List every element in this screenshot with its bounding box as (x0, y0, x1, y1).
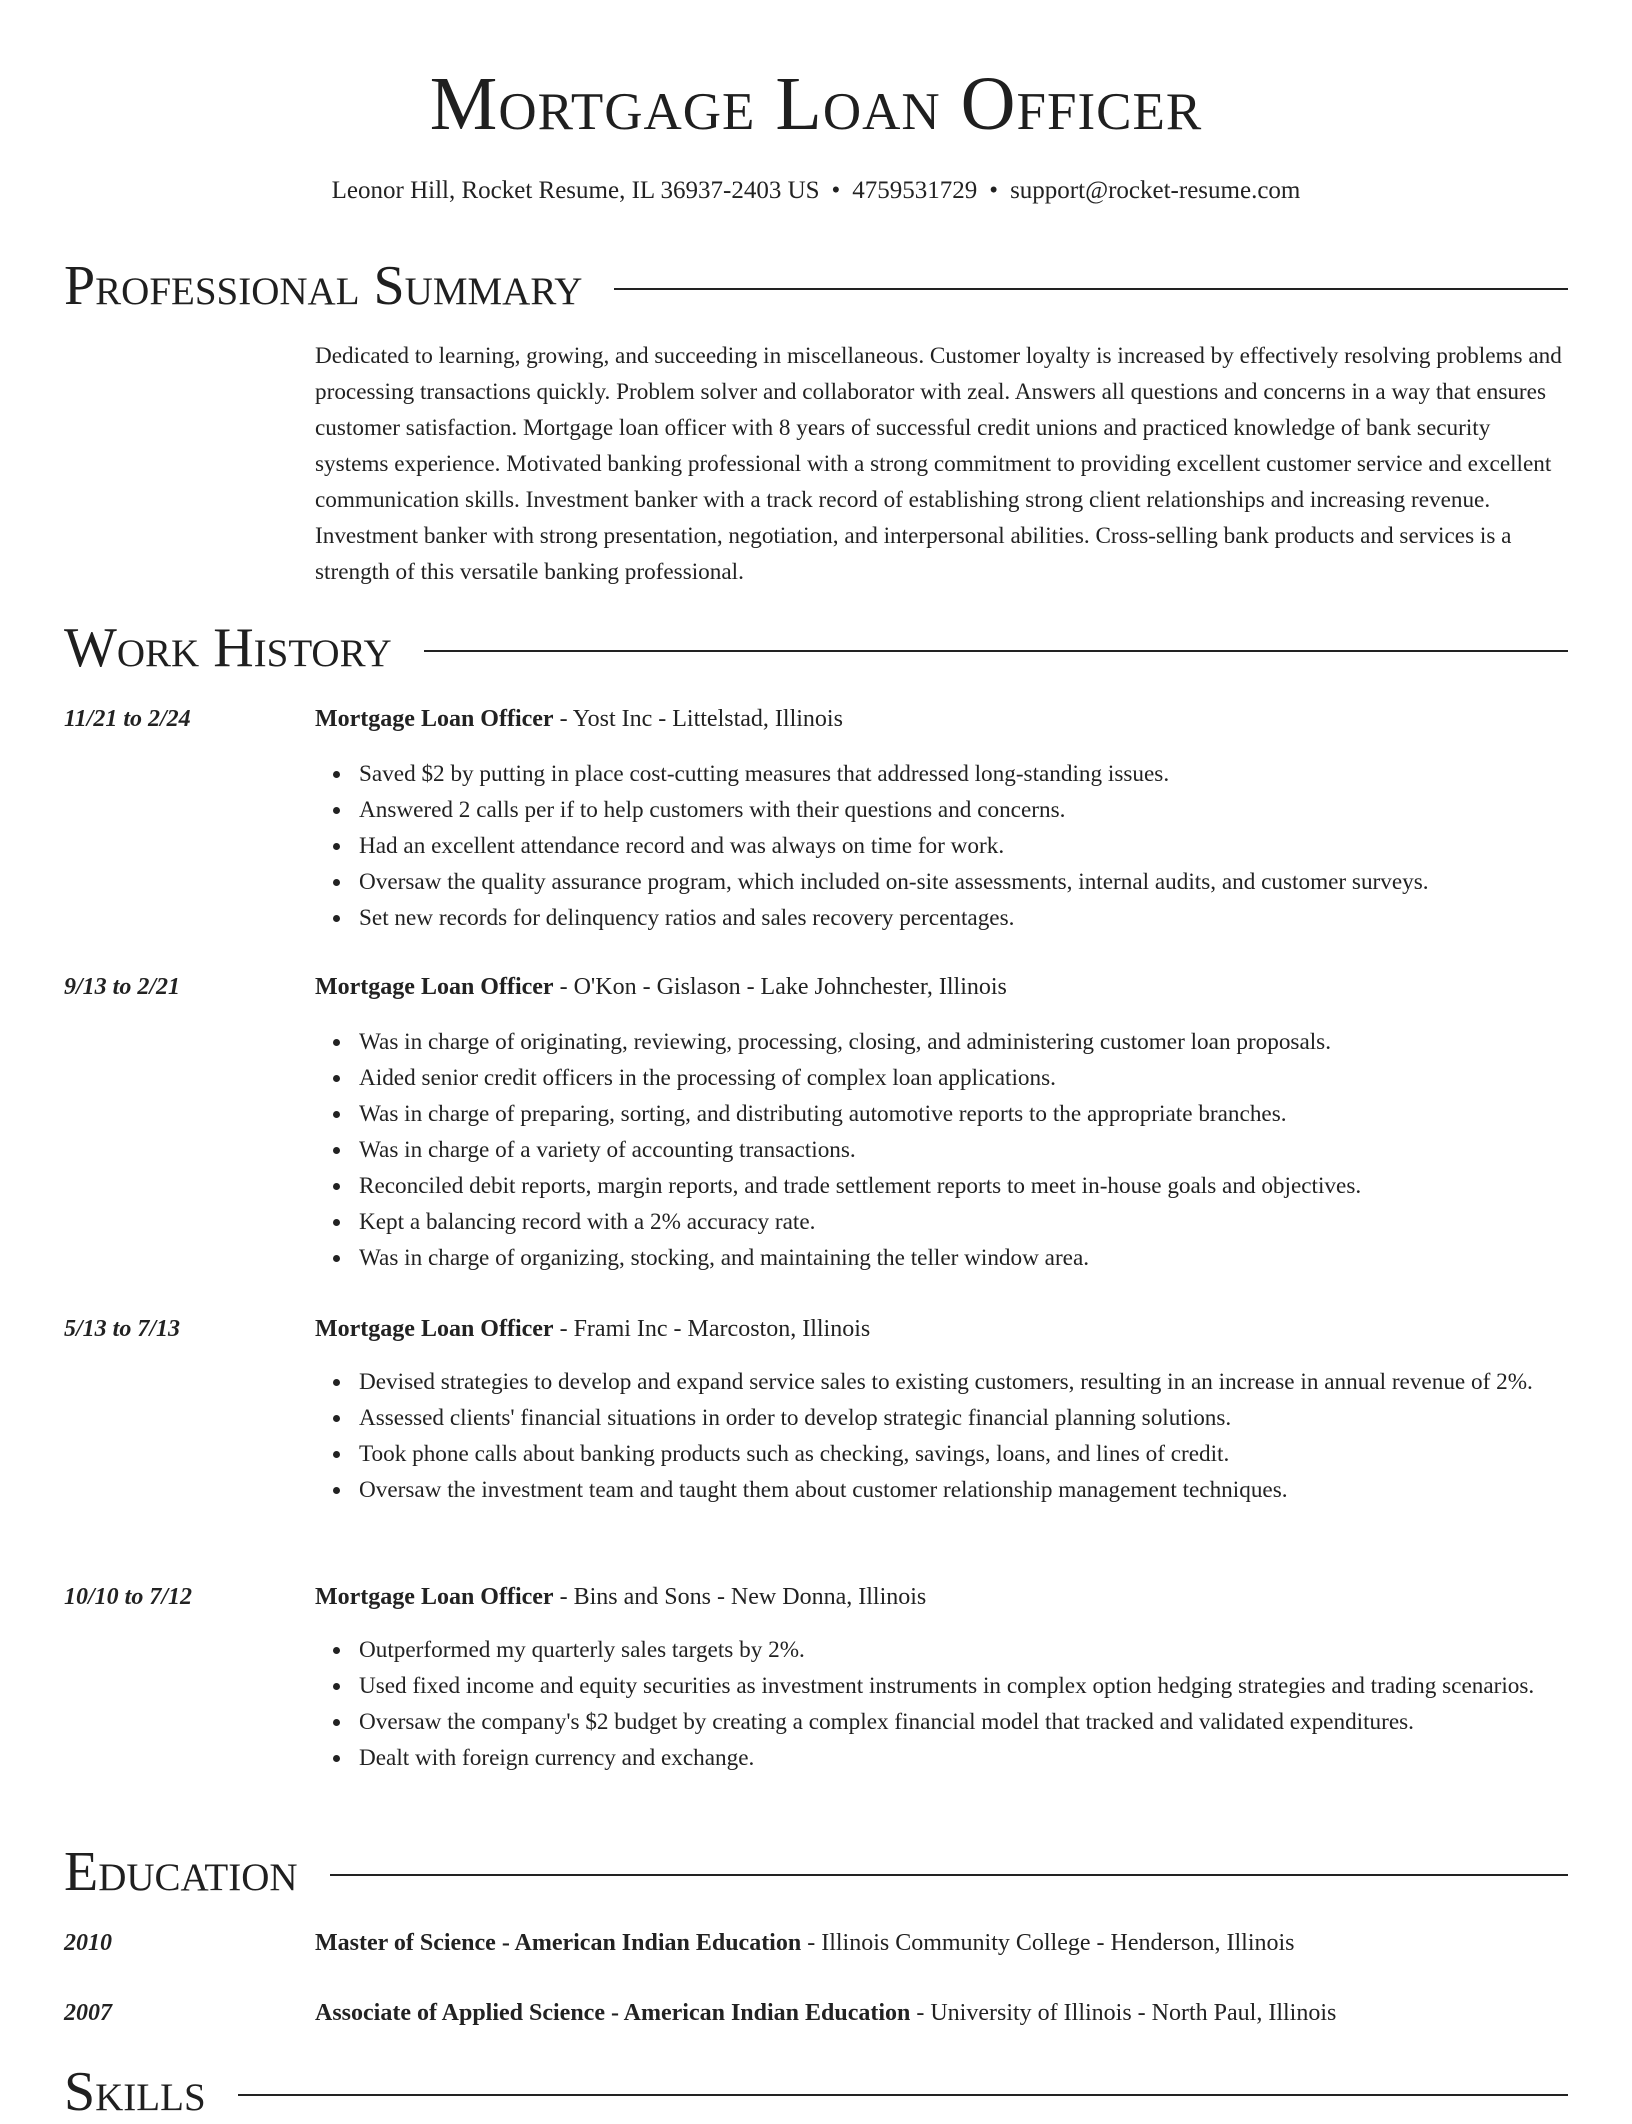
bullet-icon (333, 807, 340, 814)
education-degree: Master of Science - American Indian Education (315, 1930, 802, 1956)
bullet-icon (333, 1451, 340, 1458)
job-heading (315, 701, 843, 737)
section-divider (614, 288, 1568, 290)
job-title: Mortgage Loan Officer (315, 706, 554, 732)
bullet-text: Had an excellent attendance record and was always on time for work. (359, 833, 1005, 859)
bullet-icon (333, 1719, 340, 1726)
list-item (359, 828, 1568, 864)
list-item (359, 1632, 1568, 1668)
bullet-icon (333, 879, 340, 886)
section-title-education: Education (64, 1841, 298, 1903)
list-item (359, 1024, 1568, 1060)
bullet-icon (333, 1039, 340, 1046)
contact-separator: • (989, 177, 999, 204)
list-item (359, 1132, 1568, 1168)
section-header-summary (64, 254, 1568, 318)
job-heading (315, 969, 1007, 1005)
education-school-location: - University of Illinois - North Paul, Illinois (910, 2000, 1337, 2026)
resume-name-title: Mortgage Loan Officer (429, 62, 1203, 146)
education-school-location: - Illinois Community College - Henderson, Illinois (801, 1930, 1295, 1956)
bullet-icon (333, 1379, 340, 1386)
list-item (359, 1364, 1568, 1400)
job-dates: 9/13 to 2/21 (64, 974, 181, 1000)
bullet-icon (333, 1075, 340, 1082)
bullet-text: Set new records for delinquency ratios and sales recovery percentages. (359, 905, 1015, 931)
job-bullet-list (315, 1632, 1568, 1776)
bullet-text: Devised strategies to develop and expand service sales to existing customers, resulting in an increase in annual revenue of 2%. (359, 1369, 1533, 1395)
list-item (359, 900, 1568, 936)
bullet-text: Was in charge of a variety of accounting transactions. (359, 1137, 856, 1163)
job-employer-location: - Frami Inc - Marcoston, Illinois (553, 1316, 871, 1342)
list-item (359, 1240, 1568, 1276)
job-bullet-list (315, 1364, 1568, 1508)
contact-separator: • (831, 177, 841, 204)
list-item (359, 1204, 1568, 1240)
list-item (359, 1704, 1568, 1740)
list-item (359, 1096, 1568, 1132)
bullet-text: Dealt with foreign currency and exchange. (359, 1745, 755, 1771)
job-employer-location: - O'Kon - Gislason - Lake Johnchester, Illinois (553, 974, 1007, 1000)
bullet-icon (333, 915, 340, 922)
bullet-text: Kept a balancing record with a 2% accuracy rate. (359, 1209, 816, 1235)
job-heading (315, 1579, 926, 1615)
bullet-text: Oversaw the company's $2 budget by creating a complex financial model that tracked and validated expenditures. (359, 1709, 1414, 1735)
education-heading (315, 1995, 1336, 2031)
job-dates: 5/13 to 7/13 (64, 1316, 181, 1342)
job-dates: 11/21 to 2/24 (64, 706, 191, 732)
education-year: 2010 (64, 1930, 112, 1956)
job-title: Mortgage Loan Officer (315, 974, 554, 1000)
contact-phone: 4759531729 (852, 177, 978, 204)
job-heading (315, 1311, 870, 1347)
contact-address: Leonor Hill, Rocket Resume, IL 36937-2403 US (331, 177, 820, 204)
section-header-work-history (64, 616, 1568, 680)
bullet-text: Assessed clients' financial situations in order to develop strategic financial planning solutions. (359, 1405, 1232, 1431)
list-item (359, 792, 1568, 828)
list-item (359, 1472, 1568, 1508)
list-item (359, 1436, 1568, 1472)
list-item (359, 1740, 1568, 1776)
list-item (359, 1168, 1568, 1204)
contact-email[interactable]: support@rocket-resume.com (1010, 177, 1301, 204)
bullet-icon (333, 1147, 340, 1154)
job-employer-location: - Yost Inc - Littelstad, Illinois (553, 706, 843, 732)
bullet-icon (333, 1111, 340, 1118)
job-bullet-list (315, 756, 1568, 936)
summary-paragraph: Dedicated to learning, growing, and succeeding in miscellaneous. Customer loyalty is increased by effectively resolving problems and processing transactions quickly. Problem solver and collaborator with zeal. Answers all questions and concerns in a way that ensures customer satisfaction. Mortgage loan officer with 8 years of successful credit unions and practiced knowledge of bank security systems experience. Motivated banking professional with a strong commitment to providing excellent customer service and excellent communication skills. Investment banker with a track record of establishing strong client relationships and increasing revenue. Investment banker with strong presentation, negotiation, and interpersonal abilities. Cross-selling bank products and services is a strength of this versatile banking professional. (315, 343, 1562, 585)
bullet-icon (333, 843, 340, 850)
education-heading (315, 1925, 1295, 1961)
section-divider (424, 650, 1568, 652)
job-bullet-list (315, 1024, 1568, 1276)
section-title-skills: Skills (64, 2061, 206, 2123)
list-item (359, 864, 1568, 900)
bullet-icon (333, 771, 340, 778)
bullet-text: Took phone calls about banking products such as checking, savings, loans, and lines of credit. (359, 1441, 1230, 1467)
bullet-icon (333, 1255, 340, 1262)
bullet-text: Outperformed my quarterly sales targets by 2%. (359, 1637, 805, 1663)
job-title: Mortgage Loan Officer (315, 1584, 554, 1610)
bullet-icon (333, 1219, 340, 1226)
job-employer-location: - Bins and Sons - New Donna, Illinois (553, 1584, 927, 1610)
bullet-text: Aided senior credit officers in the processing of complex loan applications. (359, 1065, 1056, 1091)
bullet-text: Oversaw the quality assurance program, which included on-site assessments, internal audits, and customer surveys. (359, 869, 1429, 895)
bullet-icon (333, 1683, 340, 1690)
bullet-text: Saved $2 by putting in place cost-cutting measures that addressed long-standing issues. (359, 761, 1170, 787)
bullet-text: Was in charge of originating, reviewing, processing, closing, and administering customer loan proposals. (359, 1029, 1332, 1055)
list-item (359, 756, 1568, 792)
education-year: 2007 (64, 2000, 112, 2026)
education-degree: Associate of Applied Science - American Indian Education (315, 2000, 911, 2026)
bullet-icon (333, 1415, 340, 1422)
contact-line (64, 174, 1568, 208)
job-title: Mortgage Loan Officer (315, 1316, 554, 1342)
list-item (359, 1668, 1568, 1704)
section-header-skills (64, 2060, 1568, 2124)
bullet-text: Oversaw the investment team and taught them about customer relationship management techniques. (359, 1477, 1288, 1503)
bullet-text: Answered 2 calls per if to help customers with their questions and concerns. (359, 797, 1066, 823)
bullet-text: Used fixed income and equity securities as investment instruments in complex option hedging strategies and trading scenarios. (359, 1673, 1535, 1699)
section-divider (330, 1874, 1568, 1876)
section-header-education (64, 1840, 1568, 1904)
job-dates: 10/10 to 7/12 (64, 1584, 193, 1610)
bullet-text: Was in charge of preparing, sorting, and distributing automotive reports to the appropriate branches. (359, 1101, 1287, 1127)
bullet-icon (333, 1755, 340, 1762)
list-item (359, 1060, 1568, 1096)
bullet-icon (333, 1183, 340, 1190)
bullet-icon (333, 1487, 340, 1494)
bullet-text: Was in charge of organizing, stocking, and maintaining the teller window area. (359, 1245, 1090, 1271)
list-item (359, 1400, 1568, 1436)
section-title-work-history: Work History (64, 617, 392, 679)
section-title-summary: Professional Summary (64, 255, 583, 317)
bullet-text: Reconciled debit reports, margin reports, and trade settlement reports to meet in-house goals and objectives. (359, 1173, 1362, 1199)
bullet-icon (333, 1647, 340, 1654)
section-divider (238, 2094, 1568, 2096)
